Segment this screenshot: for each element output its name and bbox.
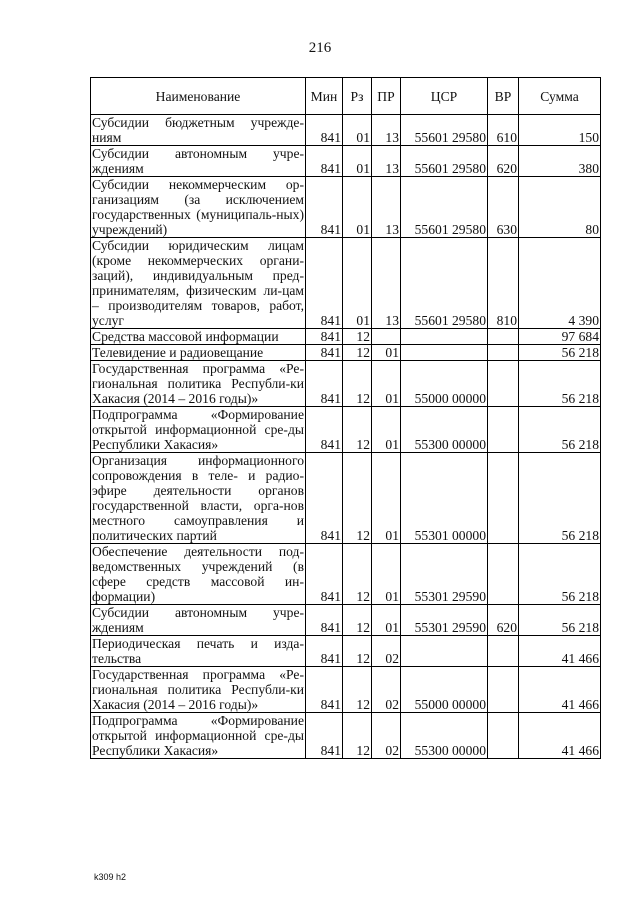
cell-name: Субсидии некоммерческим ор-ганизациям (за исключением государственных (муниципаль-ных) учреждений)	[92, 177, 304, 237]
table-row	[91, 345, 601, 361]
cell-rz: 12	[343, 407, 372, 453]
cell-pr: 01	[372, 605, 401, 636]
cell-vr	[488, 544, 519, 605]
cell-min: 841	[306, 407, 343, 453]
cell-vr: 630	[488, 177, 519, 238]
table-row	[91, 544, 601, 605]
cell-rz: 12	[343, 345, 372, 361]
cell-csr	[401, 329, 488, 345]
cell-name: Телевидение и радиовещание	[91, 345, 306, 361]
cell-sum: 150	[519, 115, 601, 146]
cell-min: 841	[306, 605, 343, 636]
table-row	[91, 361, 601, 407]
cell-sum: 380	[519, 146, 601, 177]
cell-min: 841	[306, 667, 343, 713]
cell-min: 841	[306, 115, 343, 146]
cell-csr: 55301 00000	[401, 453, 488, 544]
cell-pr: 02	[372, 667, 401, 713]
cell-pr: 13	[372, 238, 401, 329]
cell-csr: 55301 29590	[401, 605, 488, 636]
cell-sum: 41 466	[519, 667, 601, 713]
cell-rz: 12	[343, 329, 372, 345]
cell-vr	[488, 713, 519, 759]
cell-name: Подпрограмма «Формирование открытой информационной сре-ды Республики Хакасия»	[92, 407, 304, 452]
cell-csr: 55601 29580	[401, 115, 488, 146]
budget-table	[90, 77, 601, 759]
cell-sum: 4 390	[519, 238, 601, 329]
cell-pr	[372, 329, 401, 345]
cell-csr: 55301 29590	[401, 544, 488, 605]
cell-pr: 01	[372, 361, 401, 407]
header-vr: ВР	[488, 78, 519, 115]
cell-vr: 610	[488, 115, 519, 146]
cell-csr: 55601 29580	[401, 146, 488, 177]
cell-min: 841	[306, 453, 343, 544]
cell-pr: 01	[372, 544, 401, 605]
cell-min: 841	[306, 177, 343, 238]
cell-sum: 56 218	[519, 544, 601, 605]
table-row	[91, 407, 601, 453]
table-row	[91, 636, 601, 667]
table-row	[91, 453, 601, 544]
cell-rz: 12	[343, 667, 372, 713]
cell-csr	[401, 345, 488, 361]
cell-name: Субсидии юридическим лицам (кроме некоммерческих органи-заций), индивидуальным пред-принимателям, физическим ли-цам – производителям товаров, работ, услуг	[92, 238, 304, 328]
cell-rz: 01	[343, 177, 372, 238]
cell-rz: 12	[343, 453, 372, 544]
cell-vr: 810	[488, 238, 519, 329]
cell-vr	[488, 361, 519, 407]
cell-min: 841	[306, 238, 343, 329]
header-csr: ЦСР	[401, 78, 488, 115]
cell-min: 841	[306, 636, 343, 667]
cell-name: Средства массовой информации	[91, 329, 306, 345]
header-name: Наименование	[91, 78, 306, 115]
cell-sum: 41 466	[519, 636, 601, 667]
cell-name: Подпрограмма «Формирование открытой информационной сре-ды Республики Хакасия»	[92, 713, 304, 758]
cell-sum: 56 218	[519, 407, 601, 453]
header-sum: Сумма	[519, 78, 601, 115]
header-rz: Рз	[343, 78, 372, 115]
cell-sum: 80	[519, 177, 601, 238]
cell-pr: 13	[372, 177, 401, 238]
cell-vr	[488, 345, 519, 361]
cell-vr	[488, 636, 519, 667]
cell-sum: 56 218	[519, 361, 601, 407]
cell-pr: 13	[372, 146, 401, 177]
cell-rz: 12	[343, 636, 372, 667]
cell-vr: 620	[488, 146, 519, 177]
cell-rz: 12	[343, 605, 372, 636]
cell-min: 841	[306, 544, 343, 605]
cell-name: Субсидии автономным учре-ждениям	[92, 605, 304, 635]
cell-name: Периодическая печать и изда-тельства	[92, 636, 304, 666]
cell-vr	[488, 407, 519, 453]
cell-min: 841	[306, 345, 343, 361]
cell-csr	[401, 636, 488, 667]
cell-rz: 12	[343, 544, 372, 605]
cell-csr: 55300 00000	[401, 713, 488, 759]
cell-vr	[488, 667, 519, 713]
cell-pr: 01	[372, 345, 401, 361]
cell-pr: 02	[372, 713, 401, 759]
cell-csr: 55000 00000	[401, 361, 488, 407]
table-row	[91, 115, 601, 146]
cell-pr: 02	[372, 636, 401, 667]
cell-csr: 55601 29580	[401, 177, 488, 238]
cell-rz: 01	[343, 238, 372, 329]
cell-rz: 12	[343, 361, 372, 407]
table-row	[91, 605, 601, 636]
cell-vr: 620	[488, 605, 519, 636]
cell-sum: 56 218	[519, 345, 601, 361]
table-row	[91, 667, 601, 713]
table-row	[91, 713, 601, 759]
cell-pr: 13	[372, 115, 401, 146]
footer-code: k309 h2	[94, 872, 127, 882]
cell-min: 841	[306, 713, 343, 759]
cell-vr	[488, 329, 519, 345]
header-pr: ПР	[372, 78, 401, 115]
cell-rz: 01	[343, 146, 372, 177]
table-header-row	[91, 78, 601, 115]
cell-pr: 01	[372, 453, 401, 544]
cell-name: Обеспечение деятельности под-ведомственных учреждений (в сфере средств массовой ин-формации)	[92, 544, 304, 604]
cell-min: 841	[306, 329, 343, 345]
cell-name: Государственная программа «Ре-гиональная политика Республи-ки Хакасия (2014 – 2016 годы)»	[92, 667, 304, 712]
cell-csr: 55601 29580	[401, 238, 488, 329]
table-row	[91, 177, 601, 238]
page-number: 216	[308, 40, 332, 56]
cell-name: Государственная программа «Ре-гиональная политика Республи-ки Хакасия (2014 – 2016 годы)»	[92, 361, 304, 406]
cell-min: 841	[306, 146, 343, 177]
cell-sum: 97 684	[519, 329, 601, 345]
cell-csr: 55000 00000	[401, 667, 488, 713]
table-row	[91, 146, 601, 177]
cell-rz: 12	[343, 713, 372, 759]
cell-name: Организация информационного сопровождения в теле- и радио-эфире деятельности органов государственной власти, орга-нов местного самоуправления и политических партий	[92, 453, 304, 543]
cell-min: 841	[306, 361, 343, 407]
cell-vr	[488, 453, 519, 544]
table-row	[91, 329, 601, 345]
cell-name: Субсидии автономным учре-ждениям	[92, 146, 304, 176]
cell-sum: 41 466	[519, 713, 601, 759]
table-row	[91, 238, 601, 329]
cell-sum: 56 218	[519, 605, 601, 636]
cell-rz: 01	[343, 115, 372, 146]
header-min: Мин	[306, 78, 343, 115]
cell-name: Субсидии бюджетным учрежде-ниям	[92, 115, 304, 145]
cell-csr: 55300 00000	[401, 407, 488, 453]
cell-pr: 01	[372, 407, 401, 453]
cell-sum: 56 218	[519, 453, 601, 544]
